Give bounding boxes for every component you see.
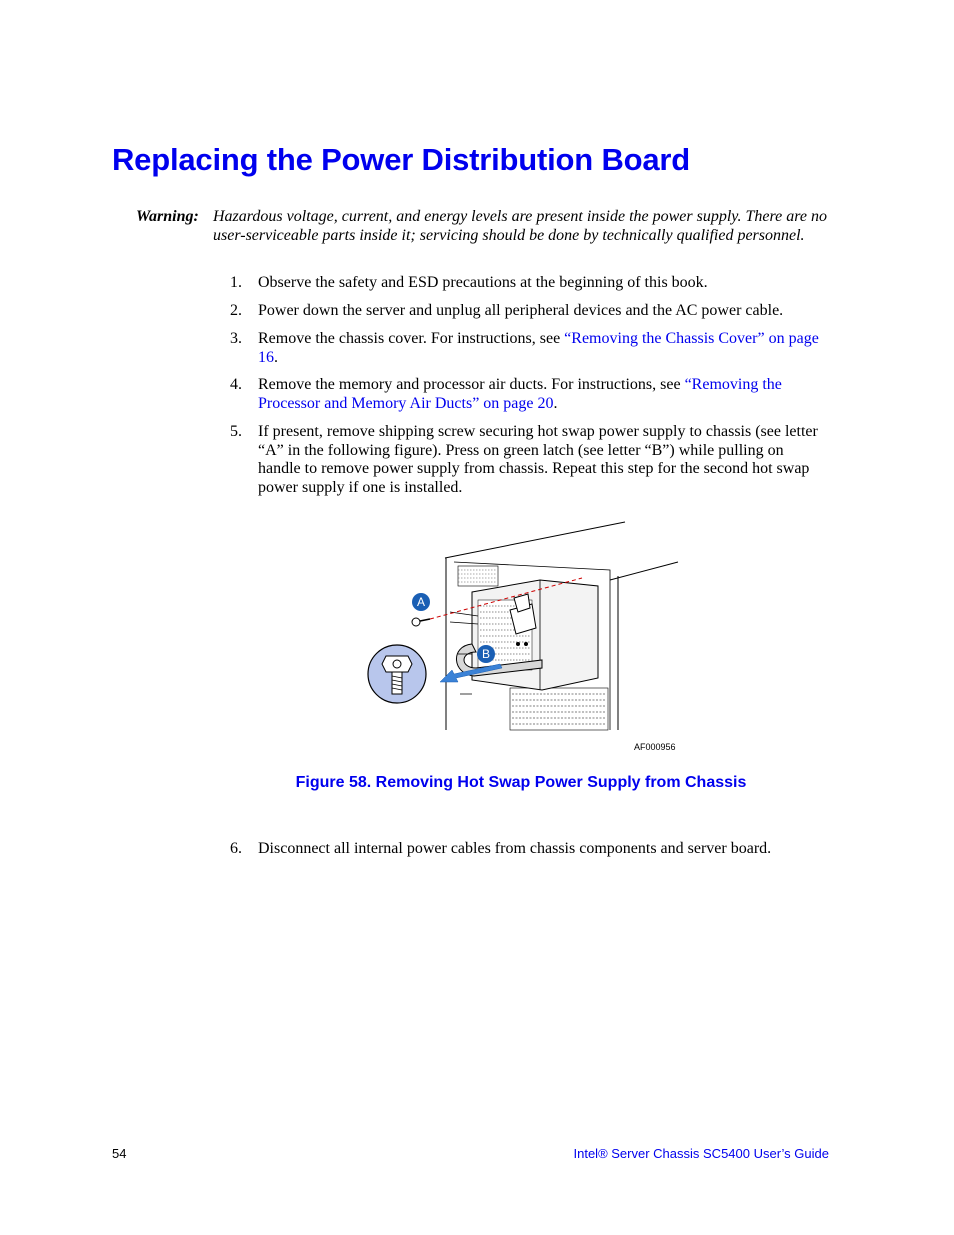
- step-number: 5.: [230, 423, 242, 440]
- shipping-screw-icon: [412, 618, 430, 626]
- screw-magnified-icon: [368, 645, 426, 703]
- step-5: [230, 423, 830, 497]
- step-number: 4.: [230, 376, 242, 393]
- step-text: Observe the safety and ESD precautions at the beginning of this book.: [258, 274, 708, 291]
- step-text-before: Remove the chassis cover. For instructions, see: [258, 330, 565, 347]
- page-title: Replacing the Power Distribution Board: [112, 142, 691, 177]
- step-3: [230, 330, 830, 367]
- step-1: [230, 274, 830, 293]
- step-text-after: .: [553, 394, 558, 412]
- step-text-before: Remove the memory and processor air ducts. For instructions, see: [258, 376, 685, 393]
- callout-a-badge: A: [412, 593, 430, 611]
- step-number: 2.: [230, 302, 242, 319]
- removing-chassis-cover-link[interactable]: “Removing the Chassis Cover” on page 16: [258, 330, 819, 366]
- step-text: [258, 376, 830, 413]
- step-6: [230, 840, 830, 859]
- step-text: If present, remove shipping screw securing hot swap power supply to chassis (see letter “A” in the following figure). Press on green latch (see letter “B”) while pulling on handle to remove power supply from chassis. Repeat this step for the second hot swap power supply if one is installed.: [258, 423, 818, 496]
- page-number: 54: [112, 1146, 127, 1161]
- step-text-after: .: [274, 348, 278, 366]
- step-4: [230, 376, 830, 413]
- power-supply-illustration: [360, 518, 690, 758]
- figure-caption: Figure 58. Removing Hot Swap Power Supply from Chassis: [295, 774, 747, 791]
- warning-label: Warning:: [136, 208, 199, 225]
- step-text: Disconnect all internal power cables from chassis components and server board.: [258, 840, 772, 857]
- removing-air-ducts-link[interactable]: “Removing the Processor and Memory Air Ducts” on page 20: [258, 376, 782, 412]
- step-2: [230, 302, 830, 321]
- step-number: 1.: [230, 274, 242, 291]
- warning-text: Hazardous voltage, current, and energy levels are present inside the power supply. There are no user-serviceable parts inside it; servicing should be done by technically qualified personnel.: [213, 208, 827, 244]
- step-text: [258, 330, 830, 367]
- step-number: 6.: [230, 840, 242, 857]
- illustration-drawing: [360, 518, 690, 758]
- step-text: Power down the server and unplug all peripheral devices and the AC power cable.: [258, 302, 784, 319]
- step-number: 3.: [230, 330, 242, 347]
- figure-id-label: AF000956: [634, 742, 676, 752]
- callout-b-badge: B: [477, 645, 495, 663]
- footer-guide-title: Intel® Server Chassis SC5400 User’s Guide: [573, 1146, 829, 1161]
